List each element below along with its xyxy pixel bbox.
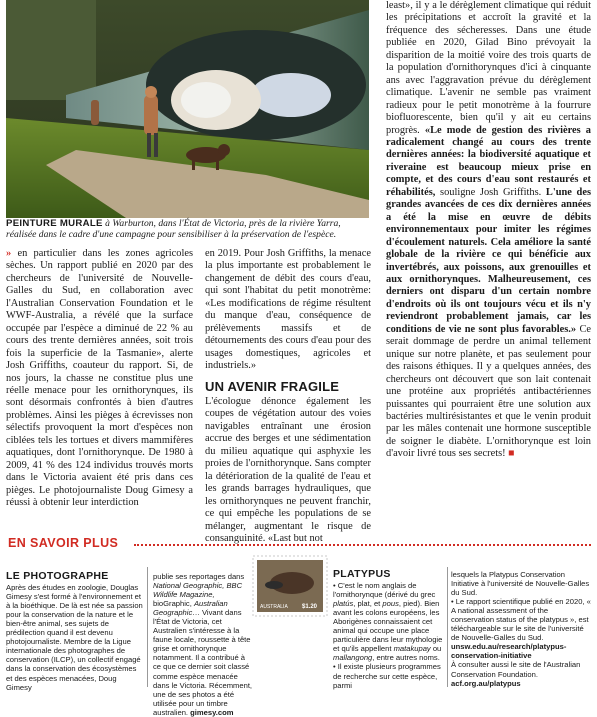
platypus2-text-2: • Le rapport scientifique publié en 2020, « A national assessment of the conservation status of the platypus », est téléchargeable sur le site de l'université de Nouvelle-Galles du Sud.	[451, 597, 591, 643]
platypus-mural-photo	[6, 0, 369, 218]
platypus-box	[333, 570, 443, 690]
platypus-l1d: ou	[430, 644, 442, 654]
acf-link[interactable]: acf.org.au/platypus	[451, 678, 521, 688]
platypus-i1: platús	[333, 599, 354, 609]
stamp-value: $1.20	[302, 604, 318, 610]
platypus-text	[333, 581, 443, 690]
stamp-country: AUSTRALIA	[260, 604, 288, 610]
platypus-i2: pous	[382, 599, 399, 609]
col3-quote-2: L'une des grandes avancées de ces dix dernières années a été la mise en œuvre de débits environnementaux pour imiter les régimes d'écoulement naturels. Cela améliore la santé globale de la rivière ce qui bénéficie aux invertébrés, aux poissons, aux grenouilles et aux ornithorynques. Malheureusement, ces derniers ont disparu d'un certain nombre d'endroits où ils ont toujours vécu et ils n'y reviendront probablement jamais, car les conditions de vie ne sont plus favorables.»	[386, 186, 591, 335]
continuation-mark: »	[6, 248, 12, 259]
article-column-3	[386, 0, 591, 461]
unsw-link[interactable]: unsw.edu.au/research/platypus-conservation-initiative	[451, 642, 567, 661]
end-mark: ■	[508, 448, 515, 460]
col3-text-3: Ce serait dommage de perdre un animal tellement unique sur notre planète, et pas seulement pour des raisons éthiques. Il y a quelques années, des chercheurs ont découvert que son lait contenait une protéine aux propriétés antibactériennes puissantes qui pourraient être une solution aux bactéries multirésistantes et que le venin produit par les mâles contenait une hormone susceptible de soigner le diabète. L'ornithorynque est loin d'avoir livré tous ses secrets!	[386, 323, 591, 460]
platypus-l1: • C'est le nom anglais de l'ornithorynque (dérivé du grec	[333, 581, 436, 600]
photographer-website-link[interactable]: gimesy.com	[190, 707, 234, 717]
en-savoir-plus-title: EN SAVOIR PLUS	[8, 536, 119, 550]
col2-paragraph-1: en 2019. Pour Josh Griffiths, la menace la plus importante est probablement le changement de débit des cours d'eau, qui sont l'habitat du petit monotrème: «Les modifications de régime résultent du manque d'eau, conséquence de prélèvements massifs et de détournements des cours d'eau pour des usages domestiques, agricoles et industriels.»	[205, 248, 371, 372]
divider	[447, 567, 448, 687]
photographer2-italic-2: Australian Geographic	[153, 599, 228, 618]
article-column-1	[6, 248, 193, 510]
section-heading: UN AVENIR FRAGILE	[205, 378, 340, 394]
platypus-l1c: , pied). Bien avant les colons européens, les Aborigènes connaissaient cet animal qui occupe une place particulière dans leur mythologie et qu'ils appellent	[333, 599, 443, 654]
col3-text-1: least», il y a le dérèglement climatique qui réduit les précipitations et accroît la gravité et la fréquence des sécheresses. Dans une étude publiée en 2020, Gilad Bino prévoyait la disparition de la moitié voire des trois quarts de la population d'ornithorynques d'ici à cinquante ans avec l'aggravation prévue du dérèglement climatique. L'avenir ne semble pas vraiment radieux pour le petit monotrème à la fourrure biofluorescente, bien qu'il y ait eu certains progrès.	[386, 0, 591, 136]
photographer-text: Après des études en zoologie, Douglas Gimesy s'est formé à l'environnement et à la bioéthique. De là est née sa passion pour la conservation de la nature et le bien-être animal, ses sujets de prédilection quand il est devenu photojournaliste. Membre de la Ligue internationale des photographes de conservation (ILCP), un collectif engagé dans la conservation des écosystèmes et des espèces menacées, Doug Gimesy	[6, 583, 143, 692]
photographer-box-continued	[153, 572, 253, 717]
photo-caption	[6, 218, 369, 241]
photographer2-text-1: publie ses reportages dans	[153, 572, 245, 581]
platypus2-text-3: À consulter aussi le site de l'Australian Conservation Foundation.	[451, 660, 581, 679]
platypus-heading: PLATYPUS	[333, 568, 391, 580]
photographer2-italic-1: National Geographic, BBC Wildlife Magazine,	[153, 581, 243, 600]
article-column-2	[205, 248, 371, 545]
divider	[147, 567, 148, 687]
col2-paragraph-2: L'écologue dénonce également les coupes de végétation autour des voies navigables entraînant une érosion accrue des berges et une sédimentation du milieu aquatique qui asphyxie les proies de l'ornithorynque. Sans compter la détérioration de la qualité de l'eau et les grands barrages hydrauliques, que les ornithorynques ne peuvent franchir, ce qui empêche les populations de se mélanger, augmentant le risque de consanguinité. «Last but not	[205, 395, 371, 544]
platypus-box-continued	[451, 570, 591, 688]
dotted-rule	[134, 544, 591, 546]
col3-quote-1: «Le mode de gestion des rivières a radicalement changé au cours des trente dernières années: la biodiversité aquatique et riveraine est beaucoup mieux prise en compte, et des cours d'eau sont restaurés et réhabilités,	[386, 124, 591, 198]
platypus-l1e: , entre autres noms.	[372, 653, 440, 663]
photographer-box	[6, 572, 143, 692]
platypus-i3: matakupay	[393, 644, 431, 654]
platypus-i4: mallangong	[333, 653, 373, 663]
platypus-l1b: , plat, et	[353, 599, 383, 609]
platypus-stamp	[252, 555, 328, 617]
photographer2-text-2: bioGraphic,	[153, 599, 194, 609]
platypus-l2: • Il existe plusieurs programmes de recherche sur cette espèce, parmi	[333, 662, 441, 690]
caption-lead: PEINTURE MURALE	[6, 218, 103, 229]
col3-text-2: souligne Josh Griffiths.	[435, 186, 542, 198]
photographer2-text-3: … Vivant dans l'État de Victoria, cet Australien s'intéresse à la faune locale, roussette à tête grise et ornithorynque notamment. Il a contribué à ce que ce dernier soit classé comme espèce menacée dans le Victoria. Récemment, une de ses photos a été utilisée pour un timbre australien.	[153, 608, 253, 717]
en-savoir-plus-bar	[6, 535, 591, 552]
platypus2-text-1: lesquels la Platypus Conservation Initiative à l'université de Nouvelle-Galles du Sud.	[451, 570, 590, 598]
col1-text: en particulier dans les zones agricoles sèches. Un rapport publié en 2020 par des chercheurs de l'université de Nouvelle-Galles du Sud, en collaboration avec l'Australian Conservation Foundation et le WWF-Australia, a révélé que la surface occupée par l'espèce a diminué de 22 % au cours des trente dernières années, soit trois fois la superficie de la Tasmanie», alerte Josh Griffiths, coauteur du rapport. Si, de nos jours, la chasse ne constitue plus une réelle menace pour les ornithorynques, ils sont désormais confrontés à bien d'autres problèmes. Ainsi les pièges à écrevisses non sélectifs provoquent la mort d'espèces non ciblées tels les tortues et divers mammifères aquatiques, dont l'ornithorynque. De 1980 à 2009, 41 % des 124 individus trouvés morts dans le Victoria avaient été pris dans ces pièges. Le photojournaliste Doug Gimesy a réussi à obtenir leur interdiction	[6, 248, 193, 509]
photographer-heading: LE PHOTOGRAPHE	[6, 570, 109, 582]
caption-text: à Warburton, dans l'État de Victoria, près de la rivière Yarra, réalisée dans le cadre d'une campagne pour sensibiliser à la préservation de l'espèce.	[6, 218, 341, 241]
